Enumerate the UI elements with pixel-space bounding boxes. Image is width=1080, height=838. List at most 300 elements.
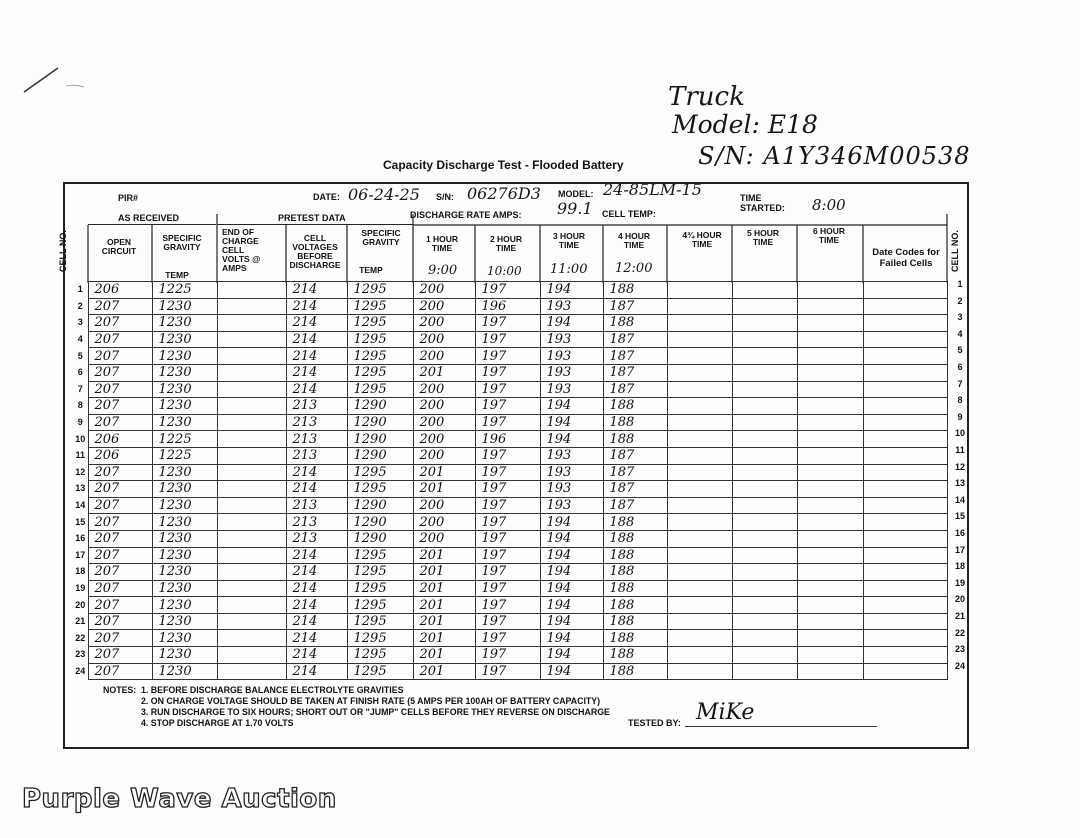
hour3-cell: 194: [540, 431, 603, 448]
table-row: [73, 547, 947, 564]
sg-header: SPECIFIC GRAVITY: [162, 233, 202, 252]
pretest-gravity-cell: 1295: [347, 348, 413, 365]
cell-voltage-cell: 214: [286, 663, 347, 680]
row-number: 21: [73, 613, 88, 630]
table-row: [73, 364, 947, 381]
hour1-header: 1 HOUR TIME: [425, 234, 459, 253]
hour4-header: 4 HOUR TIME: [617, 231, 651, 250]
hour1-cell: 201: [413, 364, 475, 381]
open-circuit-cell: 207: [88, 613, 152, 630]
hour4-cell: 188: [603, 564, 667, 581]
hour475-cell: [667, 497, 732, 514]
hour1-cell: 200: [413, 381, 475, 398]
date-code-cell: [863, 381, 947, 398]
cell-voltage-cell: 214: [286, 364, 347, 381]
row-number-right: 15: [954, 511, 965, 522]
tested-by-line: [685, 726, 877, 727]
table-row: [73, 530, 947, 547]
time-started-value: 8:00: [812, 196, 846, 214]
date-code-cell: [863, 398, 947, 415]
hour6-cell: [797, 514, 863, 531]
table-row: [73, 564, 947, 581]
hour475-cell: [667, 464, 732, 481]
hour1-cell: 201: [413, 580, 475, 597]
end-of-charge-cell: [217, 298, 286, 315]
hour475-cell: [667, 414, 732, 431]
hour2-cell: 197: [475, 348, 540, 365]
specific-gravity-cell: 1230: [152, 613, 217, 630]
handwritten-model: Model: E18: [672, 110, 818, 139]
cell-data-table: [73, 281, 948, 680]
table-row: [73, 447, 947, 464]
hour2-cell: 197: [475, 580, 540, 597]
hour3-cell: 194: [540, 647, 603, 664]
cell-voltage-cell: 214: [286, 331, 347, 348]
hour5-cell: [732, 447, 797, 464]
row-number: 16: [73, 530, 88, 547]
hour2-cell: 197: [475, 530, 540, 547]
eoc-header: END OF CHARGE CELL VOLTS @ AMPS: [222, 227, 261, 273]
open-circuit-cell: 207: [88, 564, 152, 581]
note-2: 2. ON CHARGE VOLTAGE SHOULD BE TAKEN AT FINISH RATE (5 AMPS PER 100AH OF BATTERY CAPACITY): [141, 696, 601, 706]
hour2-cell: 197: [475, 414, 540, 431]
pretest-gravity-cell: 1295: [347, 364, 413, 381]
date-code-cell: [863, 315, 947, 332]
specific-gravity-cell: 1230: [152, 580, 217, 597]
hour6-cell: [797, 580, 863, 597]
note-4: 4. STOP DISCHARGE AT 1.70 VOLTS: [141, 718, 294, 728]
open-circuit-cell: 207: [88, 547, 152, 564]
pretest-gravity-cell: 1290: [347, 398, 413, 415]
hour2-cell: 197: [475, 497, 540, 514]
hour475-cell: [667, 530, 732, 547]
specific-gravity-cell: 1230: [152, 364, 217, 381]
hour6-cell: [797, 381, 863, 398]
hour5-cell: [732, 315, 797, 332]
row-number: 5: [73, 348, 88, 365]
open-circuit-cell: 206: [88, 431, 152, 448]
row-number: 3: [73, 315, 88, 332]
hour6-cell: [797, 298, 863, 315]
hour5-cell: [732, 381, 797, 398]
hour2-cell: 197: [475, 381, 540, 398]
date-code-cell: [863, 597, 947, 614]
row-number: 17: [73, 547, 88, 564]
hour4-cell: 188: [603, 282, 667, 299]
pretest-gravity-cell: 1295: [347, 647, 413, 664]
hour475-cell: [667, 315, 732, 332]
hour6-cell: [797, 547, 863, 564]
row-number: 13: [73, 481, 88, 498]
hour2-cell: 197: [475, 282, 540, 299]
table-row: [73, 398, 947, 415]
end-of-charge-cell: [217, 564, 286, 581]
time-h4: 12:00: [615, 261, 653, 276]
specific-gravity-cell: 1230: [152, 530, 217, 547]
open-circuit-cell: 207: [88, 398, 152, 415]
row-number: 10: [73, 431, 88, 448]
date-code-cell: [863, 514, 947, 531]
hour2-cell: 197: [475, 597, 540, 614]
pretest-gravity-cell: 1295: [347, 663, 413, 680]
specific-gravity-cell: 1230: [152, 564, 217, 581]
hour4-cell: 188: [603, 414, 667, 431]
time-h1: 9:00: [428, 263, 458, 278]
handwritten-serial: S/N: A1Y346M00538: [698, 142, 971, 170]
form-title: Capacity Discharge Test - Flooded Battery: [383, 158, 624, 172]
row-number: 20: [73, 597, 88, 614]
cell-volts-header: CELL VOLTAGES BEFORE DISCHARGE: [289, 233, 341, 270]
hour5-cell: [732, 613, 797, 630]
pretest-gravity-cell: 1290: [347, 431, 413, 448]
hour5-cell: [732, 481, 797, 498]
discharge-rate-value: 99.1: [557, 199, 593, 218]
hour5-cell: [732, 414, 797, 431]
hour6-cell: [797, 481, 863, 498]
hour1-cell: 200: [413, 315, 475, 332]
row-number: 9: [73, 414, 88, 431]
hour5-cell: [732, 398, 797, 415]
hour1-cell: 201: [413, 613, 475, 630]
hour5-cell: [732, 647, 797, 664]
open-circuit-cell: 207: [88, 580, 152, 597]
hour475-cell: [667, 481, 732, 498]
hour1-cell: 200: [413, 514, 475, 531]
hour475-cell: [667, 381, 732, 398]
hour2-cell: 197: [475, 647, 540, 664]
pretest-gravity-cell: 1295: [347, 298, 413, 315]
handwritten-truck: Truck: [668, 82, 745, 112]
hour2-cell: 197: [475, 547, 540, 564]
hour5-cell: [732, 431, 797, 448]
row-number: 4: [73, 331, 88, 348]
hour4-cell: 188: [603, 597, 667, 614]
cell-voltage-cell: 214: [286, 348, 347, 365]
date-code-cell: [863, 564, 947, 581]
cell-temp-label: CELL TEMP:: [602, 209, 656, 219]
end-of-charge-cell: [217, 414, 286, 431]
hour4-cell: 188: [603, 431, 667, 448]
hour5-cell: [732, 597, 797, 614]
open-circuit-cell: 207: [88, 464, 152, 481]
end-of-charge-cell: [217, 481, 286, 498]
table-row: [73, 597, 947, 614]
end-of-charge-cell: [217, 530, 286, 547]
pretest-gravity-cell: 1290: [347, 414, 413, 431]
hour4-cell: 187: [603, 364, 667, 381]
open-circuit-cell: 207: [88, 663, 152, 680]
row-number: 2: [73, 298, 88, 315]
pretest-gravity-cell: 1290: [347, 497, 413, 514]
open-circuit-cell: 207: [88, 514, 152, 531]
row-number-right: 4: [957, 328, 963, 339]
hour6-cell: [797, 663, 863, 680]
hour5-cell: [732, 630, 797, 647]
hour3-cell: 193: [540, 447, 603, 464]
date-code-cell: [863, 647, 947, 664]
hour6-cell: [797, 613, 863, 630]
cell-voltage-cell: 214: [286, 381, 347, 398]
hour6-cell: [797, 630, 863, 647]
sg2-header: SPECIFIC GRAVITY: [361, 228, 401, 247]
hour475-cell: [667, 630, 732, 647]
hour1-cell: 200: [413, 398, 475, 415]
open-circuit-header: OPEN CIRCUIT: [101, 237, 137, 256]
open-circuit-cell: 207: [88, 348, 152, 365]
table-row: [73, 647, 947, 664]
row-number: 23: [73, 647, 88, 664]
hour475-cell: [667, 597, 732, 614]
date-code-cell: [863, 464, 947, 481]
hour1-cell: 201: [413, 597, 475, 614]
hour4-cell: 187: [603, 348, 667, 365]
date-code-cell: [863, 331, 947, 348]
hour4-cell: 188: [603, 530, 667, 547]
hour3-cell: 194: [540, 630, 603, 647]
note-3: 3. RUN DISCHARGE TO SIX HOURS; SHORT OUT OR "JUMP" CELLS BEFORE THEY REVERSE ON DISCHARGE: [141, 707, 610, 717]
hour2-cell: 197: [475, 447, 540, 464]
hour6-cell: [797, 564, 863, 581]
row-number-right: 13: [954, 478, 965, 489]
hour475-cell: [667, 514, 732, 531]
date-label: DATE:: [313, 192, 340, 202]
hour1-cell: 201: [413, 481, 475, 498]
open-circuit-cell: 207: [88, 381, 152, 398]
row-number: 18: [73, 564, 88, 581]
hour4-cell: 187: [603, 331, 667, 348]
table-row: [73, 431, 947, 448]
row-number: 22: [73, 630, 88, 647]
hour475-cell: [667, 547, 732, 564]
cell-voltage-cell: 214: [286, 613, 347, 630]
row-number-right: 18: [954, 561, 965, 572]
end-of-charge-cell: [217, 398, 286, 415]
hour6-cell: [797, 647, 863, 664]
pretest-gravity-cell: 1295: [347, 331, 413, 348]
end-of-charge-cell: [217, 613, 286, 630]
open-circuit-cell: 207: [88, 481, 152, 498]
cell-voltage-cell: 214: [286, 630, 347, 647]
hour6-cell: [797, 398, 863, 415]
time-h3: 11:00: [550, 262, 588, 277]
hour2-cell: 197: [475, 663, 540, 680]
hour1-cell: 201: [413, 547, 475, 564]
hour5-cell: [732, 514, 797, 531]
cell-voltage-cell: 213: [286, 414, 347, 431]
hour4-cell: 187: [603, 298, 667, 315]
pretest-gravity-cell: 1295: [347, 580, 413, 597]
hour5-cell: [732, 348, 797, 365]
date-code-cell: [863, 481, 947, 498]
pretest-gravity-cell: 1295: [347, 547, 413, 564]
hour3-cell: 193: [540, 348, 603, 365]
row-number-right: 7: [957, 378, 963, 389]
cell-voltage-cell: 214: [286, 282, 347, 299]
row-number-right: 22: [954, 627, 965, 638]
hour4-cell: 188: [603, 514, 667, 531]
date-code-cell: [863, 630, 947, 647]
hour4-cell: 188: [603, 613, 667, 630]
time-h2: 10:00: [487, 264, 522, 278]
as-received-header: AS RECEIVED: [118, 213, 180, 223]
date-code-cell: [863, 663, 947, 680]
hour3-cell: 193: [540, 331, 603, 348]
end-of-charge-cell: [217, 431, 286, 448]
specific-gravity-cell: 1225: [152, 447, 217, 464]
open-circuit-cell: 207: [88, 497, 152, 514]
tested-by-signature: MiKe: [696, 700, 755, 725]
specific-gravity-cell: 1225: [152, 431, 217, 448]
open-circuit-cell: 207: [88, 597, 152, 614]
row-number-right: 8: [957, 395, 963, 406]
specific-gravity-cell: 1230: [152, 547, 217, 564]
table-row: [73, 331, 947, 348]
specific-gravity-cell: 1230: [152, 398, 217, 415]
date-code-cell: [863, 530, 947, 547]
specific-gravity-cell: 1230: [152, 381, 217, 398]
end-of-charge-cell: [217, 381, 286, 398]
cell-voltage-cell: 214: [286, 298, 347, 315]
hour5-cell: [732, 530, 797, 547]
hour475-cell: [667, 613, 732, 630]
hour1-cell: 201: [413, 630, 475, 647]
end-of-charge-cell: [217, 580, 286, 597]
row-number-right: 6: [957, 362, 963, 372]
end-of-charge-cell: [217, 630, 286, 647]
row-number-right: 9: [957, 411, 963, 422]
hour5-cell: [732, 547, 797, 564]
hour2-cell: 197: [475, 331, 540, 348]
hour475-cell: [667, 282, 732, 299]
hour1-cell: 200: [413, 414, 475, 431]
pir-label: PIR#: [118, 193, 139, 203]
hour5-cell: [732, 580, 797, 597]
cell-voltage-cell: 214: [286, 597, 347, 614]
row-number-right: 19: [954, 577, 965, 588]
cell-voltage-cell: 214: [286, 647, 347, 664]
table-row: [73, 315, 947, 332]
end-of-charge-cell: [217, 331, 286, 348]
specific-gravity-cell: 1230: [152, 348, 217, 365]
open-circuit-cell: 206: [88, 282, 152, 299]
row-number: 7: [73, 381, 88, 398]
row-number: 11: [73, 447, 88, 464]
hour6-cell: [797, 530, 863, 547]
row-number-right: 21: [954, 611, 965, 621]
specific-gravity-cell: 1225: [152, 282, 217, 299]
watermark: Purple Wave Auction: [22, 784, 337, 814]
hour6-cell: [797, 348, 863, 365]
end-of-charge-cell: [217, 547, 286, 564]
hour2-cell: 196: [475, 298, 540, 315]
model-label: MODEL:: [558, 189, 594, 199]
hour5-cell: [732, 282, 797, 299]
open-circuit-cell: 207: [88, 298, 152, 315]
date-code-cell: [863, 282, 947, 299]
pretest-gravity-cell: 1295: [347, 282, 413, 299]
date-code-cell: [863, 547, 947, 564]
end-of-charge-cell: [217, 464, 286, 481]
hour4-cell: 188: [603, 580, 667, 597]
cell-voltage-cell: 213: [286, 530, 347, 547]
end-of-charge-cell: [217, 647, 286, 664]
hour5-cell: [732, 298, 797, 315]
date-code-cell: [863, 580, 947, 597]
hour5-cell: [732, 464, 797, 481]
table-row: [73, 481, 947, 498]
hour3-header: 3 HOUR TIME: [552, 231, 586, 250]
row-number-right: 16: [954, 528, 965, 538]
pretest-gravity-cell: 1290: [347, 530, 413, 547]
hour2-cell: 197: [475, 315, 540, 332]
cell-voltage-cell: 214: [286, 481, 347, 498]
row-number-right: 23: [954, 644, 965, 655]
specific-gravity-cell: 1230: [152, 647, 217, 664]
end-of-charge-cell: [217, 348, 286, 365]
notes-label: NOTES:: [103, 685, 137, 695]
hour1-cell: 200: [413, 530, 475, 547]
date-code-cell: [863, 364, 947, 381]
hour3-cell: 194: [540, 564, 603, 581]
table-row: [73, 414, 947, 431]
hour4-cell: 188: [603, 398, 667, 415]
hour1-cell: 201: [413, 564, 475, 581]
end-of-charge-cell: [217, 364, 286, 381]
pretest-gravity-cell: 1290: [347, 447, 413, 464]
open-circuit-cell: 207: [88, 530, 152, 547]
hour3-cell: 193: [540, 298, 603, 315]
hour4-cell: 187: [603, 497, 667, 514]
cell-no-header-left: CELL NO.: [58, 230, 68, 272]
hour6-cell: [797, 497, 863, 514]
table-row: [73, 514, 947, 531]
hour4-cell: 188: [603, 630, 667, 647]
hour3-cell: 194: [540, 597, 603, 614]
hour1-cell: 201: [413, 464, 475, 481]
hour4-cell: 187: [603, 464, 667, 481]
hour2-cell: 196: [475, 431, 540, 448]
hour3-cell: 194: [540, 547, 603, 564]
hour475-cell: [667, 331, 732, 348]
hour3-cell: 193: [540, 497, 603, 514]
pretest-gravity-cell: 1295: [347, 597, 413, 614]
hour1-cell: 200: [413, 298, 475, 315]
hour1-cell: 200: [413, 331, 475, 348]
hour4-cell: 188: [603, 663, 667, 680]
pretest-gravity-cell: 1295: [347, 613, 413, 630]
hour2-cell: 197: [475, 464, 540, 481]
row-number-right: 12: [954, 461, 965, 472]
hour2-cell: 197: [475, 613, 540, 630]
row-number-right: 3: [957, 312, 963, 323]
specific-gravity-cell: 1230: [152, 497, 217, 514]
specific-gravity-cell: 1230: [152, 315, 217, 332]
date-code-cell: [863, 497, 947, 514]
row-number-right: 1: [957, 279, 963, 289]
row-number-right: 5: [957, 345, 963, 356]
specific-gravity-cell: 1230: [152, 663, 217, 680]
hour2-header: 2 HOUR TIME: [489, 234, 523, 253]
table-row: [73, 497, 947, 514]
hour1-cell: 200: [413, 282, 475, 299]
open-circuit-cell: 207: [88, 331, 152, 348]
hour4-cell: 188: [603, 647, 667, 664]
specific-gravity-cell: 1230: [152, 298, 217, 315]
cell-voltage-cell: 214: [286, 564, 347, 581]
cell-voltage-cell: 213: [286, 514, 347, 531]
specific-gravity-cell: 1230: [152, 481, 217, 498]
pretest-gravity-cell: 1295: [347, 481, 413, 498]
